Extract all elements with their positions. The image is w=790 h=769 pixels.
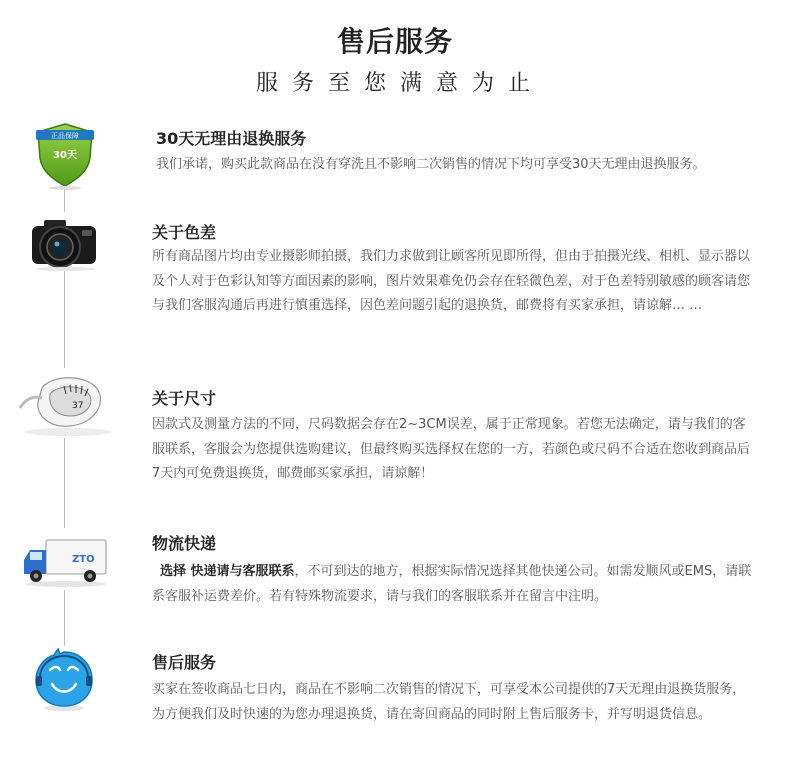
section-body: 所有商品图片均由专业摄影师拍摄，我们力求做到让顾客所见即所得，但由于拍摄光线、相机、显示器以及个人对于色彩认知等方面因素的影响，图片效果难免仍会存在轻微色差，对于色差特别敏感的顾客请您与我们客服沟通后再进行慎重选择，因色差问题引起的退换货，邮费将有买家承担，请谅解… … xyxy=(152,249,751,313)
customer-service-icon xyxy=(32,648,96,712)
timeline-connector xyxy=(64,270,65,368)
delivery-truck-icon xyxy=(20,530,108,590)
section-title: 关于尺寸 xyxy=(152,389,217,408)
section-title: 30天无理由退换服务 xyxy=(156,129,307,148)
section-body: 因款式及测量方法的不同，尺码数据会存在2~3CM误差，属于正常现象。若您无法确定，请与我们的客服联系，客服会为您提供选购建议，但最终购买选择权在您的一方，若颜色或尺码不合适在您收到商品后7天内可免费退换货，邮费邮买家承担，请谅解！ xyxy=(152,417,751,481)
svg-text:37: 37 xyxy=(72,401,84,411)
section-body-emphasis: 选择 快递请与客服联系 xyxy=(160,564,295,579)
page-title: 售后服务 xyxy=(336,25,453,58)
timeline-connector xyxy=(64,590,65,646)
section-title: 物流快递 xyxy=(152,534,217,553)
section-title: 售后服务 xyxy=(152,653,217,672)
svg-text:ZTO: ZTO xyxy=(72,554,95,565)
svg-text:30天: 30天 xyxy=(53,150,77,161)
timeline-connector xyxy=(64,438,65,528)
timeline-connector xyxy=(64,188,65,212)
section-title: 关于色差 xyxy=(152,223,217,242)
measuring-tape-icon xyxy=(12,368,116,438)
section-body xyxy=(152,560,757,609)
page-subtitle: 服务至您满意为止 xyxy=(255,71,544,96)
section-body: 买家在签收商品七日内，商品在不影响二次销售的情况下，可享受本公司提供的7天无理由退换货服务，为方便我们及时快速的为您办理退换货，请在寄回商品的同时附上售后服务卡，并写明退货信息。 xyxy=(152,682,746,722)
section-body-text: ，不可到达的地方，根据实际情况选择其他快递公司。如需发顺风或EMS，请联系客服补运费差价。若有特殊物流要求，请与我们的客服联系并在留言中注明。 xyxy=(152,564,752,604)
shield-badge-icon xyxy=(30,120,100,190)
camera-icon xyxy=(26,212,104,272)
section-body: 我们承诺，购买此款商品在没有穿洗且不影响二次销售的情况下均可享受30天无理由退换服务。 xyxy=(156,157,706,172)
svg-text:正品保障: 正品保障 xyxy=(51,132,79,140)
